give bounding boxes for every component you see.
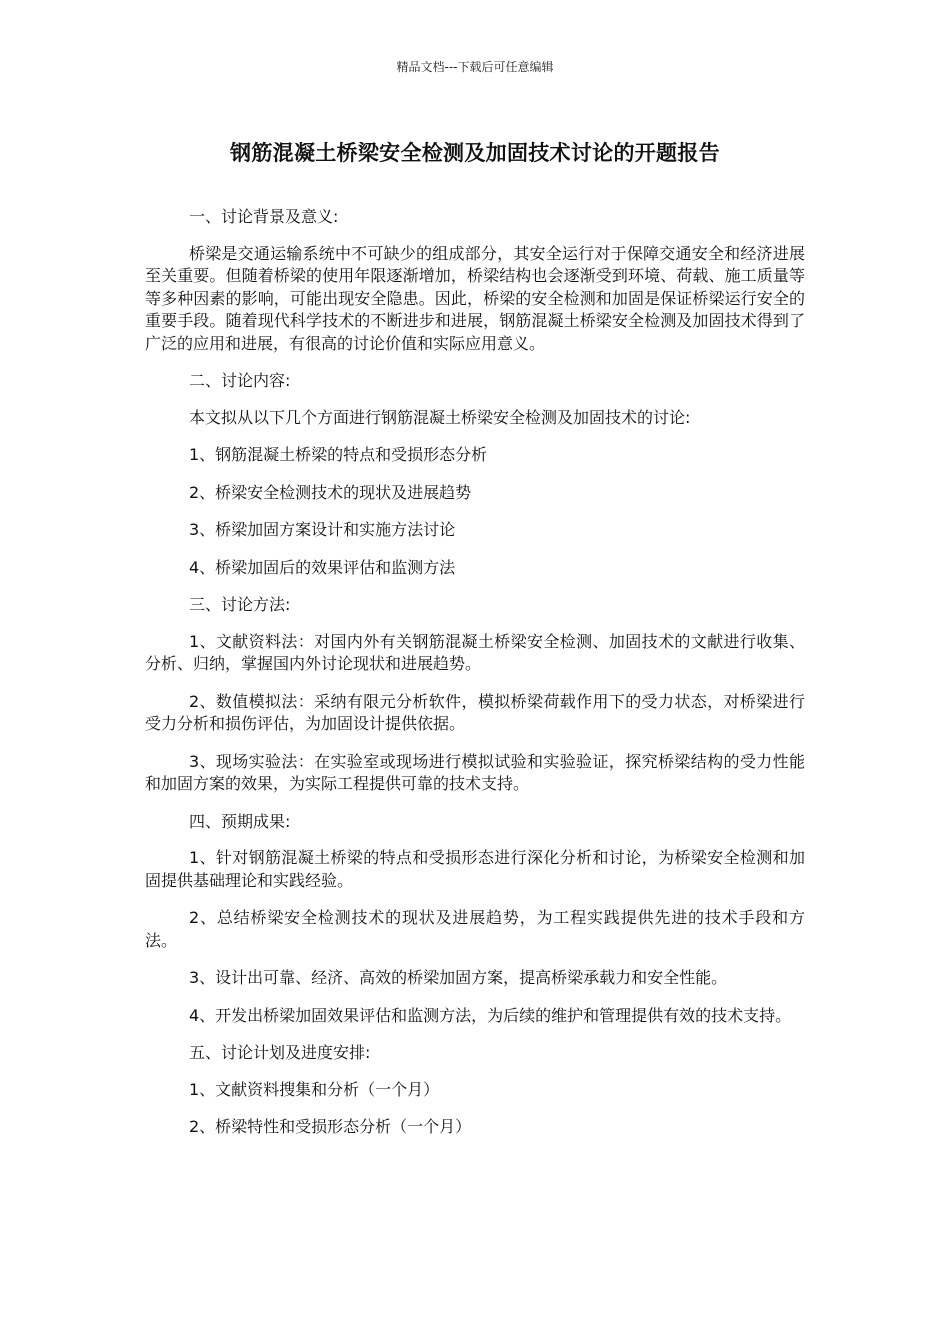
document-title: 钢筋混凝土桥梁安全检测及加固技术讨论的开题报告	[230, 141, 720, 165]
list-item-result-4: 4、开发出桥梁加固效果评估和监测方法，为后续的维护和管理提供有效的技术支持。	[189, 1005, 792, 1025]
list-item-schedule-1: 1、文献资料搜集和分析（一个月）	[189, 1079, 440, 1099]
list-item-content-1: 1、钢筋混凝土桥梁的特点和受损形态分析	[189, 445, 488, 464]
list-item-result-3: 3、设计出可靠、经济、高效的桥梁加固方案，提高桥梁承载力和安全性能。	[189, 968, 728, 987]
section-heading-methods: 三、讨论方法:	[189, 595, 291, 614]
list-item-result-2: 2、总结桥梁安全检测技术的现状及进展趋势，为工程实践提供先进的技术手段和方法。	[145, 908, 805, 950]
list-item-schedule-2: 2、桥梁特性和受损形态分析（一个月）	[189, 1117, 472, 1136]
list-item-content-3: 3、桥梁加固方案设计和实施方法讨论	[189, 520, 456, 539]
paragraph-content-intro: 本文拟从以下几个方面进行钢筋混凝土桥梁安全检测及加固技术的讨论:	[189, 407, 691, 427]
section-heading-content: 二、讨论内容:	[189, 371, 291, 390]
list-item-method-2: 2、数值模拟法：采纳有限元分析软件，模拟桥梁荷载作用下的受力状态，对桥梁进行受力分析和损伤评估，为加固设计提供依据。	[145, 691, 805, 733]
page-header: 精品文档---下载后可任意编辑	[396, 60, 554, 74]
list-item-content-2: 2、桥梁安全检测技术的现状及进展趋势	[189, 482, 472, 502]
list-item-method-3: 3、现场实验法：在实验室或现场进行模拟试验和实验验证，探究桥梁结构的受力性能和加固方案的效果，为实际工程提供可靠的技术支持。	[145, 751, 805, 793]
section-heading-background: 一、讨论背景及意义:	[189, 207, 339, 226]
list-item-method-1: 1、文献资料法：对国内外有关钢筋混凝土桥梁安全检测、加固技术的文献进行收集、分析、归纳，掌握国内外讨论现状和进展趋势。	[145, 631, 805, 673]
paragraph-background: 桥梁是交通运输系统中不可缺少的组成部分，其安全运行对于保障交通安全和经济进展至关重要。但随着桥梁的使用年限逐渐增加，桥梁结构也会逐渐受到环境、荷载、施工质量等等多种因素的影响，可能出现安全隐患。因此，桥梁的安全检测和加固是保证桥梁运行安全的重要手段。随着现代科学技术的不断进步和进展，钢筋混凝土桥梁安全检测及加固技术得到了广泛的应用和进展，有很高的讨论价值和实际应用意义。	[145, 243, 805, 353]
list-item-content-4: 4、桥梁加固后的效果评估和监测方法	[189, 557, 456, 577]
section-heading-schedule: 五、讨论计划及进度安排:	[189, 1043, 371, 1062]
document-body	[145, 206, 805, 1154]
list-item-result-1: 1、针对钢筋混凝土桥梁的特点和受损形态进行深化分析和讨论，为桥梁安全检测和加固提供基础理论和实践经验。	[145, 848, 805, 890]
section-heading-results: 四、预期成果:	[189, 811, 291, 831]
